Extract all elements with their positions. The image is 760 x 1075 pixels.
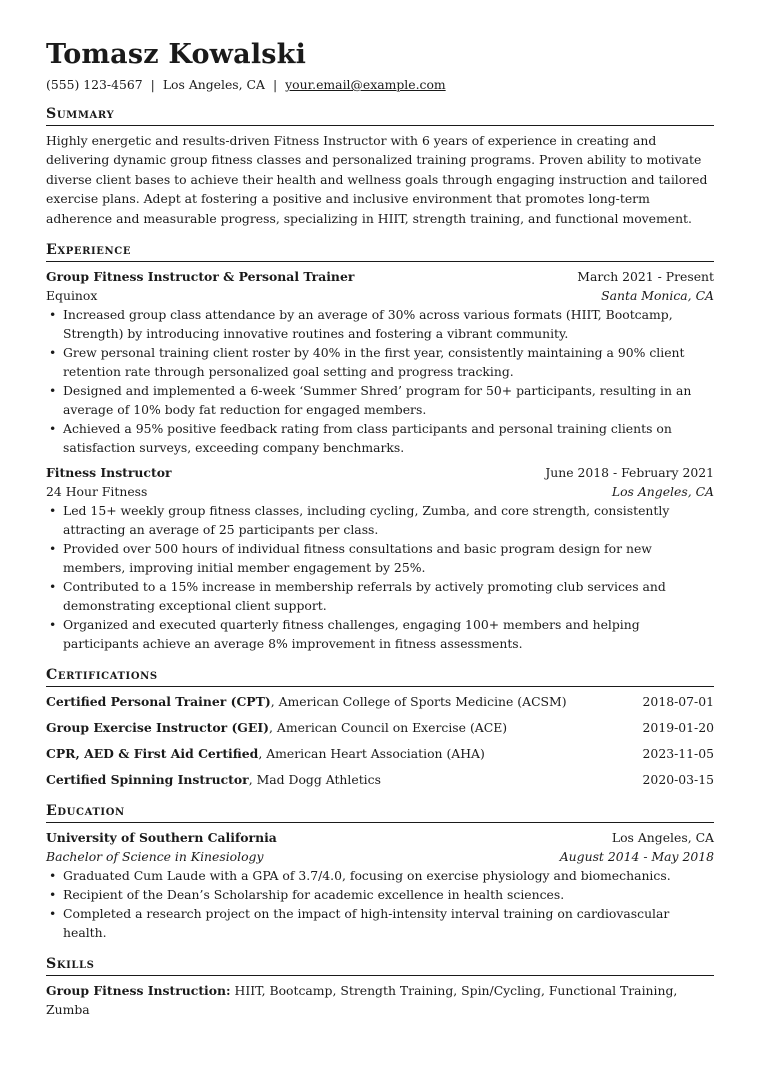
degree: Bachelor of Science in Kinesiology — [46, 849, 264, 865]
job-role: Group Fitness Instructor & Personal Trainer — [46, 269, 355, 285]
job-dates: June 2018 - February 2021 — [545, 465, 714, 481]
certification-row — [46, 770, 714, 789]
contact-separator: | — [150, 77, 155, 92]
skills-heading: Skills — [46, 956, 714, 976]
certification-date: 2020-03-15 — [642, 772, 714, 788]
summary-text: Highly energetic and results-driven Fitness Instructor with 6 years of experience in creating and delivering dynamic group fitness classes and personalized training programs. Proven ability to motivate diverse client bases to achieve their health and wellness goals through engaging instruction and tailored exercise plans. Adept at fostering a positive and inclusive environment that promotes long-term adherence and measurable progress, specializing in HIIT, strength training, and functional movement. — [46, 133, 708, 226]
list-item: • Provided over 500 hours of individual fitness consultations and basic program design for new members, improving initial member engagement by 25%. — [63, 539, 714, 577]
certification-date: 2018-07-01 — [642, 694, 714, 710]
job-dates: March 2021 - Present — [577, 269, 714, 285]
job-bullets — [46, 305, 714, 457]
experience-heading: Experience — [46, 242, 714, 262]
skills-line — [46, 981, 714, 1020]
certification-name: Certified Personal Trainer (CPT) — [46, 694, 271, 710]
certification-name: Group Exercise Instructor (GEI) — [46, 720, 269, 736]
contact-line — [46, 77, 714, 93]
certification-row — [46, 692, 714, 711]
location: Los Angeles, CA — [162, 77, 265, 92]
job-company: 24 Hour Fitness — [46, 484, 148, 500]
job-role: Fitness Instructor — [46, 465, 172, 481]
job-subheader — [46, 482, 714, 501]
certification-issuer: , American Heart Association (AHA) — [258, 746, 485, 762]
job-location: Santa Monica, CA — [601, 288, 714, 304]
job-bullets — [46, 501, 714, 653]
certification-issuer: , Mad Dogg Athletics — [248, 772, 381, 788]
job-entry — [46, 267, 714, 457]
list-item: • Designed and implemented a 6-week ‘Summer Shred’ program for 50+ participants, resulting in an average of 10% body fat reduction for engaged members. — [63, 381, 714, 419]
certification-date: 2023-11-05 — [642, 746, 714, 762]
list-item: • Contributed to a 15% increase in membership referrals by actively promoting club services and demonstrating exceptional client support. — [63, 577, 714, 615]
school-name: University of Southern California — [46, 830, 277, 846]
list-item: • Led 15+ weekly group fitness classes, including cycling, Zumba, and core strength, consistently attracting an average of 25 participants per class. — [63, 501, 714, 539]
education-heading: Education — [46, 803, 714, 823]
list-item: • Organized and executed quarterly fitness challenges, engaging 100+ members and helping participants achieve an average 8% improvement in fitness assessments. — [63, 615, 714, 653]
summary-heading: Summary — [46, 106, 714, 126]
education-header — [46, 828, 714, 847]
email-link[interactable]: your.email@example.com — [285, 77, 446, 92]
list-item: • Grew personal training client roster by 40% in the first year, consistently maintaining a 90% client retention rate through personalized goal setting and progress tracking. — [63, 343, 714, 381]
phone-number: (555) 123-4567 — [46, 77, 143, 92]
education-dates: August 2014 - May 2018 — [559, 849, 714, 865]
job-header — [46, 463, 714, 482]
school-location: Los Angeles, CA — [611, 830, 714, 846]
job-location: Los Angeles, CA — [611, 484, 714, 500]
certification-issuer: , American College of Sports Medicine (ACSM) — [270, 694, 567, 710]
list-item: • Achieved a 95% positive feedback rating from class participants and personal training clients on satisfaction surveys, exceeding company benchmarks. — [63, 419, 714, 457]
list-item: • Completed a research project on the impact of high-intensity interval training on cardiovascular health. — [63, 904, 714, 942]
list-item: • Recipient of the Dean’s Scholarship for academic excellence in health sciences. — [63, 885, 714, 904]
skills-label: Group Fitness Instruction: — [46, 983, 231, 999]
list-item: • Graduated Cum Laude with a GPA of 3.7/4.0, focusing on exercise physiology and biomechanics. — [63, 866, 714, 885]
certification-name: CPR, AED & First Aid Certified — [46, 746, 259, 762]
job-company: Equinox — [46, 288, 98, 304]
job-header — [46, 267, 714, 286]
certification-issuer: , American Council on Exercise (ACE) — [269, 720, 508, 736]
education-subheader — [46, 847, 714, 866]
list-item: • Increased group class attendance by an average of 30% across various formats (HIIT, Bootcamp, Strength) by introducing innovative routines and fostering a vibrant community. — [63, 305, 714, 343]
education-bullets — [46, 866, 714, 942]
candidate-name: Tomasz Kowalski — [46, 39, 307, 70]
contact-separator: | — [272, 77, 278, 92]
certification-row — [46, 718, 714, 737]
skills-value: HIIT, Bootcamp, Strength Training, Spin/Cycling, Functional Training, Zumba — [46, 983, 678, 1018]
job-entry — [46, 463, 714, 653]
certification-row — [46, 744, 714, 763]
certification-name: Certified Spinning Instructor — [46, 772, 249, 788]
job-subheader — [46, 286, 714, 305]
certification-date: 2019-01-20 — [642, 720, 714, 736]
certifications-heading: Certifications — [46, 667, 714, 687]
